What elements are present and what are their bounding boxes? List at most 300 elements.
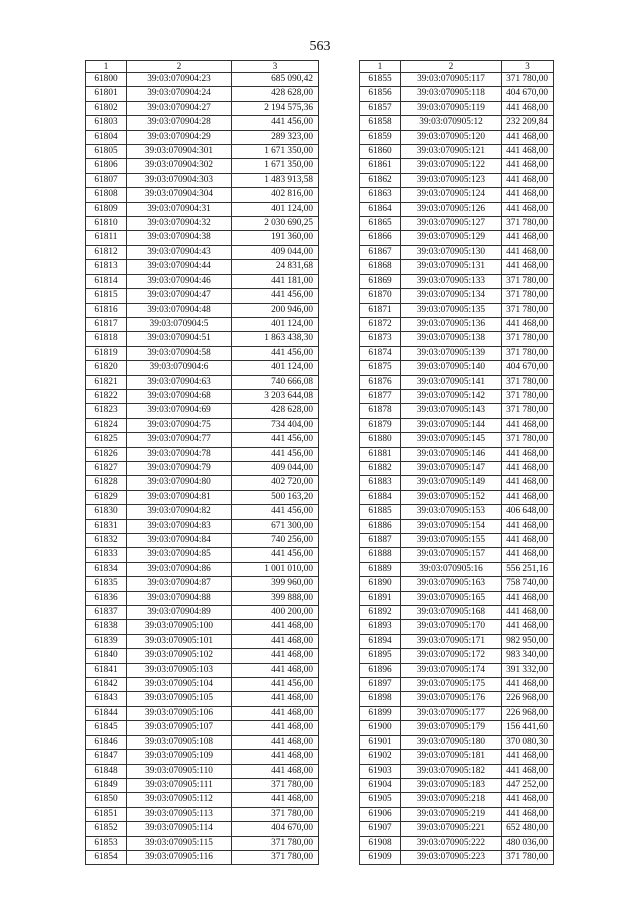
row-number: 61829	[86, 490, 127, 504]
table-row	[86, 317, 319, 331]
table-row	[360, 217, 554, 231]
row-number: 61808	[86, 188, 127, 202]
row-number: 61816	[86, 303, 127, 317]
value: 399 888,00	[232, 591, 319, 605]
value: 371 780,00	[502, 375, 554, 389]
value: 441 468,00	[232, 750, 319, 764]
table-row	[360, 375, 554, 389]
row-number: 61844	[86, 706, 127, 720]
value: 399 960,00	[232, 577, 319, 591]
cadastral-number: 39:03:070904:304	[127, 188, 232, 202]
cadastral-number: 39:03:070904:28	[127, 116, 232, 130]
value: 441 468,00	[502, 188, 554, 202]
cadastral-number: 39:03:070904:23	[127, 73, 232, 87]
table-row	[360, 836, 554, 850]
table-row	[360, 620, 554, 634]
value: 441 468,00	[502, 145, 554, 159]
cadastral-number: 39:03:070904:88	[127, 591, 232, 605]
value: 400 200,00	[232, 606, 319, 620]
cadastral-number: 39:03:070905:108	[127, 735, 232, 749]
value: 441 468,00	[502, 548, 554, 562]
table-row	[86, 562, 319, 576]
table-row	[86, 404, 319, 418]
cadastral-number: 39:03:070905:153	[401, 505, 502, 519]
cadastral-number: 39:03:070905:113	[127, 807, 232, 821]
value: 652 480,00	[502, 822, 554, 836]
cadastral-number: 39:03:070905:157	[401, 548, 502, 562]
row-number: 61867	[360, 245, 401, 259]
row-number: 61852	[86, 822, 127, 836]
row-number: 61807	[86, 173, 127, 187]
row-number: 61847	[86, 750, 127, 764]
cadastral-number: 39:03:070905:174	[401, 663, 502, 677]
cadastral-number: 39:03:070905:147	[401, 461, 502, 475]
value: 401 124,00	[232, 361, 319, 375]
value: 371 780,00	[502, 389, 554, 403]
table-row	[86, 706, 319, 720]
value: 441 468,00	[502, 461, 554, 475]
table-row	[86, 130, 319, 144]
row-number: 61862	[360, 173, 401, 187]
cadastral-number: 39:03:070905:182	[401, 764, 502, 778]
row-number: 61864	[360, 202, 401, 216]
value: 371 780,00	[502, 274, 554, 288]
cadastral-number: 39:03:070905:221	[401, 822, 502, 836]
left-table	[85, 60, 319, 865]
cadastral-number: 39:03:070904:44	[127, 260, 232, 274]
cadastral-number: 39:03:070904:69	[127, 404, 232, 418]
row-number: 61900	[360, 721, 401, 735]
table-row	[360, 490, 554, 504]
table-row	[360, 202, 554, 216]
value: 441 468,00	[502, 317, 554, 331]
value: 441 468,00	[232, 649, 319, 663]
row-number: 61870	[360, 289, 401, 303]
value: 371 780,00	[232, 807, 319, 821]
value: 2 030 690,25	[232, 217, 319, 231]
cadastral-number: 39:03:070905:135	[401, 303, 502, 317]
table-row	[360, 663, 554, 677]
cadastral-number: 39:03:070905:177	[401, 706, 502, 720]
table-row	[86, 807, 319, 821]
table-row	[360, 721, 554, 735]
table-row	[360, 562, 554, 576]
row-number: 61894	[360, 634, 401, 648]
row-number: 61878	[360, 404, 401, 418]
cadastral-number: 39:03:070904:63	[127, 375, 232, 389]
table-row	[86, 620, 319, 634]
value: 3 203 644,08	[232, 389, 319, 403]
value: 441 468,00	[502, 159, 554, 173]
value: 441 468,00	[502, 418, 554, 432]
table-row	[360, 389, 554, 403]
value: 441 456,00	[232, 116, 319, 130]
row-number: 61823	[86, 404, 127, 418]
table-row	[360, 577, 554, 591]
value: 441 456,00	[232, 505, 319, 519]
cadastral-number: 39:03:070904:68	[127, 389, 232, 403]
value: 983 340,00	[502, 649, 554, 663]
cadastral-number: 39:03:070905:104	[127, 678, 232, 692]
table-row	[86, 721, 319, 735]
table-row	[86, 231, 319, 245]
cadastral-number: 39:03:070904:24	[127, 87, 232, 101]
cadastral-number: 39:03:070905:119	[401, 101, 502, 115]
table-row	[360, 447, 554, 461]
header-col-1: 1	[360, 61, 401, 73]
value: 441 468,00	[502, 202, 554, 216]
cadastral-number: 39:03:070905:134	[401, 289, 502, 303]
table-row	[86, 548, 319, 562]
value: 371 780,00	[502, 289, 554, 303]
cadastral-number: 39:03:070905:116	[127, 850, 232, 864]
row-number: 61893	[360, 620, 401, 634]
row-number: 61818	[86, 332, 127, 346]
row-number: 61881	[360, 447, 401, 461]
row-number: 61824	[86, 418, 127, 432]
table-row	[360, 361, 554, 375]
row-number: 61821	[86, 375, 127, 389]
table-row	[86, 764, 319, 778]
table-row	[360, 548, 554, 562]
cadastral-number: 39:03:070905:165	[401, 591, 502, 605]
value: 371 780,00	[502, 433, 554, 447]
table-row	[86, 73, 319, 87]
cadastral-number: 39:03:070904:75	[127, 418, 232, 432]
value: 441 468,00	[502, 476, 554, 490]
value: 226 968,00	[502, 692, 554, 706]
table-row	[86, 447, 319, 461]
row-number: 61815	[86, 289, 127, 303]
table-row	[360, 461, 554, 475]
table-row	[360, 807, 554, 821]
value: 402 816,00	[232, 188, 319, 202]
row-number: 61860	[360, 145, 401, 159]
cadastral-number: 39:03:070904:83	[127, 519, 232, 533]
value: 371 780,00	[232, 850, 319, 864]
row-number: 61901	[360, 735, 401, 749]
row-number: 61825	[86, 433, 127, 447]
cadastral-number: 39:03:070905:101	[127, 634, 232, 648]
cadastral-number: 39:03:070905:223	[401, 850, 502, 864]
value: 740 256,00	[232, 534, 319, 548]
value: 402 720,00	[232, 476, 319, 490]
table-row	[86, 332, 319, 346]
cadastral-number: 39:03:070904:78	[127, 447, 232, 461]
cadastral-number: 39:03:070905:117	[401, 73, 502, 87]
row-number: 61836	[86, 591, 127, 605]
row-number: 61880	[360, 433, 401, 447]
row-number: 61906	[360, 807, 401, 821]
row-number: 61903	[360, 764, 401, 778]
row-number: 61887	[360, 534, 401, 548]
row-number: 61834	[86, 562, 127, 576]
table-row	[360, 289, 554, 303]
value: 500 163,20	[232, 490, 319, 504]
value: 441 468,00	[502, 534, 554, 548]
cadastral-number: 39:03:070905:144	[401, 418, 502, 432]
row-number: 61848	[86, 764, 127, 778]
value: 441 468,00	[502, 750, 554, 764]
table-row	[86, 346, 319, 360]
table-row	[360, 346, 554, 360]
value: 226 968,00	[502, 706, 554, 720]
cadastral-number: 39:03:070905:136	[401, 317, 502, 331]
cadastral-number: 39:03:070905:154	[401, 519, 502, 533]
row-number: 61908	[360, 836, 401, 850]
table-row	[360, 692, 554, 706]
cadastral-number: 39:03:070904:31	[127, 202, 232, 216]
value: 758 740,00	[502, 577, 554, 591]
row-number: 61871	[360, 303, 401, 317]
value: 156 441,60	[502, 721, 554, 735]
row-number: 61846	[86, 735, 127, 749]
row-number: 61800	[86, 73, 127, 87]
table-row	[360, 634, 554, 648]
value: 1 483 913,58	[232, 173, 319, 187]
cadastral-number: 39:03:070905:218	[401, 793, 502, 807]
value: 441 456,00	[232, 346, 319, 360]
header-col-1: 1	[86, 61, 127, 73]
table-row	[360, 404, 554, 418]
cadastral-number: 39:03:070904:77	[127, 433, 232, 447]
table-row	[360, 245, 554, 259]
cadastral-number: 39:03:070904:302	[127, 159, 232, 173]
table-row	[360, 606, 554, 620]
table-row	[86, 389, 319, 403]
header-col-3: 3	[502, 61, 554, 73]
table-row	[360, 778, 554, 792]
header-col-2: 2	[401, 61, 502, 73]
row-number: 61809	[86, 202, 127, 216]
table-row	[86, 577, 319, 591]
cadastral-number: 39:03:070904:82	[127, 505, 232, 519]
table-row	[86, 461, 319, 475]
cadastral-number: 39:03:070905:110	[127, 764, 232, 778]
value: 371 780,00	[502, 346, 554, 360]
row-number: 61802	[86, 101, 127, 115]
value: 2 194 575,36	[232, 101, 319, 115]
table-row	[360, 678, 554, 692]
header-row	[86, 61, 319, 73]
table-row	[360, 101, 554, 115]
row-number: 61889	[360, 562, 401, 576]
row-number: 61838	[86, 620, 127, 634]
row-number: 61842	[86, 678, 127, 692]
value: 441 468,00	[502, 793, 554, 807]
table-row	[86, 202, 319, 216]
value: 441 468,00	[502, 490, 554, 504]
row-number: 61826	[86, 447, 127, 461]
table-row	[86, 274, 319, 288]
cadastral-number: 39:03:070904:89	[127, 606, 232, 620]
table-row	[86, 260, 319, 274]
table-row	[86, 606, 319, 620]
row-number: 61875	[360, 361, 401, 375]
cadastral-number: 39:03:070905:139	[401, 346, 502, 360]
table-row	[86, 735, 319, 749]
row-number: 61856	[360, 87, 401, 101]
value: 409 044,00	[232, 245, 319, 259]
table-row	[360, 87, 554, 101]
row-number: 61853	[86, 836, 127, 850]
cadastral-number: 39:03:070905:180	[401, 735, 502, 749]
value: 441 468,00	[232, 735, 319, 749]
table-row	[86, 850, 319, 864]
table-row	[360, 706, 554, 720]
value: 191 360,00	[232, 231, 319, 245]
value: 441 468,00	[232, 692, 319, 706]
row-number: 61865	[360, 217, 401, 231]
row-number: 61861	[360, 159, 401, 173]
table-row	[86, 87, 319, 101]
table-row	[360, 303, 554, 317]
row-number: 61813	[86, 260, 127, 274]
cadastral-number: 39:03:070904:79	[127, 461, 232, 475]
cadastral-number: 39:03:070905:171	[401, 634, 502, 648]
cadastral-number: 39:03:070905:168	[401, 606, 502, 620]
cadastral-number: 39:03:070905:219	[401, 807, 502, 821]
cadastral-number: 39:03:070905:175	[401, 678, 502, 692]
table-row	[86, 836, 319, 850]
table-row	[360, 188, 554, 202]
row-number: 61855	[360, 73, 401, 87]
value: 371 780,00	[502, 850, 554, 864]
value: 734 404,00	[232, 418, 319, 432]
cadastral-number: 39:03:070905:126	[401, 202, 502, 216]
table-row	[86, 505, 319, 519]
row-number: 61873	[360, 332, 401, 346]
value: 441 468,00	[232, 764, 319, 778]
row-number: 61876	[360, 375, 401, 389]
row-number: 61868	[360, 260, 401, 274]
row-number: 61839	[86, 634, 127, 648]
value: 370 080,30	[502, 735, 554, 749]
cadastral-number: 39:03:070904:29	[127, 130, 232, 144]
row-number: 61801	[86, 87, 127, 101]
row-number: 61850	[86, 793, 127, 807]
cadastral-number: 39:03:070905:12	[401, 116, 502, 130]
value: 428 628,00	[232, 404, 319, 418]
cadastral-number: 39:03:070904:58	[127, 346, 232, 360]
cadastral-number: 39:03:070904:6	[127, 361, 232, 375]
row-number: 61837	[86, 606, 127, 620]
cadastral-number: 39:03:070905:163	[401, 577, 502, 591]
cadastral-number: 39:03:070905:103	[127, 663, 232, 677]
cadastral-number: 39:03:070905:179	[401, 721, 502, 735]
cadastral-number: 39:03:070905:109	[127, 750, 232, 764]
table-row	[86, 476, 319, 490]
row-number: 61866	[360, 231, 401, 245]
row-number: 61886	[360, 519, 401, 533]
row-number: 61863	[360, 188, 401, 202]
table-row	[86, 418, 319, 432]
cadastral-number: 39:03:070905:143	[401, 404, 502, 418]
value: 441 468,00	[502, 231, 554, 245]
row-number: 61849	[86, 778, 127, 792]
value: 447 252,00	[502, 778, 554, 792]
cadastral-number: 39:03:070904:46	[127, 274, 232, 288]
row-number: 61835	[86, 577, 127, 591]
row-number: 61822	[86, 389, 127, 403]
cadastral-number: 39:03:070904:301	[127, 145, 232, 159]
table-row	[360, 591, 554, 605]
row-number: 61810	[86, 217, 127, 231]
cadastral-number: 39:03:070905:170	[401, 620, 502, 634]
table-row	[360, 130, 554, 144]
cadastral-number: 39:03:070904:27	[127, 101, 232, 115]
table-row	[360, 260, 554, 274]
row-number: 61899	[360, 706, 401, 720]
value: 441 468,00	[502, 173, 554, 187]
table-row	[360, 519, 554, 533]
table-row	[86, 101, 319, 115]
cadastral-number: 39:03:070904:48	[127, 303, 232, 317]
value: 371 780,00	[502, 332, 554, 346]
cadastral-number: 39:03:070905:112	[127, 793, 232, 807]
value: 740 666,08	[232, 375, 319, 389]
table-row	[360, 317, 554, 331]
row-number: 61892	[360, 606, 401, 620]
header-col-2: 2	[127, 61, 232, 73]
cadastral-number: 39:03:070905:183	[401, 778, 502, 792]
table-row	[86, 217, 319, 231]
table-row	[360, 433, 554, 447]
row-number: 61891	[360, 591, 401, 605]
cadastral-number: 39:03:070904:87	[127, 577, 232, 591]
value: 404 670,00	[232, 822, 319, 836]
table-row	[86, 173, 319, 187]
table-row	[86, 116, 319, 130]
cadastral-number: 39:03:070905:124	[401, 188, 502, 202]
cadastral-number: 39:03:070905:130	[401, 245, 502, 259]
value: 441 468,00	[502, 260, 554, 274]
cadastral-number: 39:03:070904:80	[127, 476, 232, 490]
table-row	[360, 145, 554, 159]
table-row	[86, 649, 319, 663]
cadastral-number: 39:03:070905:127	[401, 217, 502, 231]
row-number: 61882	[360, 461, 401, 475]
cadastral-number: 39:03:070905:121	[401, 145, 502, 159]
row-number: 61827	[86, 461, 127, 475]
table-row	[86, 678, 319, 692]
value: 371 780,00	[502, 404, 554, 418]
table-row	[360, 735, 554, 749]
table-row	[86, 303, 319, 317]
row-number: 61804	[86, 130, 127, 144]
value: 441 468,00	[502, 519, 554, 533]
value: 480 036,00	[502, 836, 554, 850]
table-row	[360, 173, 554, 187]
row-number: 61830	[86, 505, 127, 519]
cadastral-number: 39:03:070904:84	[127, 534, 232, 548]
cadastral-number: 39:03:070905:172	[401, 649, 502, 663]
cadastral-number: 39:03:070905:133	[401, 274, 502, 288]
cadastral-number: 39:03:070904:43	[127, 245, 232, 259]
cadastral-number: 39:03:070904:47	[127, 289, 232, 303]
row-number: 61869	[360, 274, 401, 288]
value: 441 468,00	[502, 807, 554, 821]
value: 404 670,00	[502, 87, 554, 101]
cadastral-number: 39:03:070904:303	[127, 173, 232, 187]
table-row	[86, 663, 319, 677]
cadastral-number: 39:03:070905:176	[401, 692, 502, 706]
value: 441 468,00	[502, 447, 554, 461]
table-row	[86, 793, 319, 807]
cadastral-number: 39:03:070905:120	[401, 130, 502, 144]
cadastral-number: 39:03:070904:85	[127, 548, 232, 562]
row-number: 61890	[360, 577, 401, 591]
